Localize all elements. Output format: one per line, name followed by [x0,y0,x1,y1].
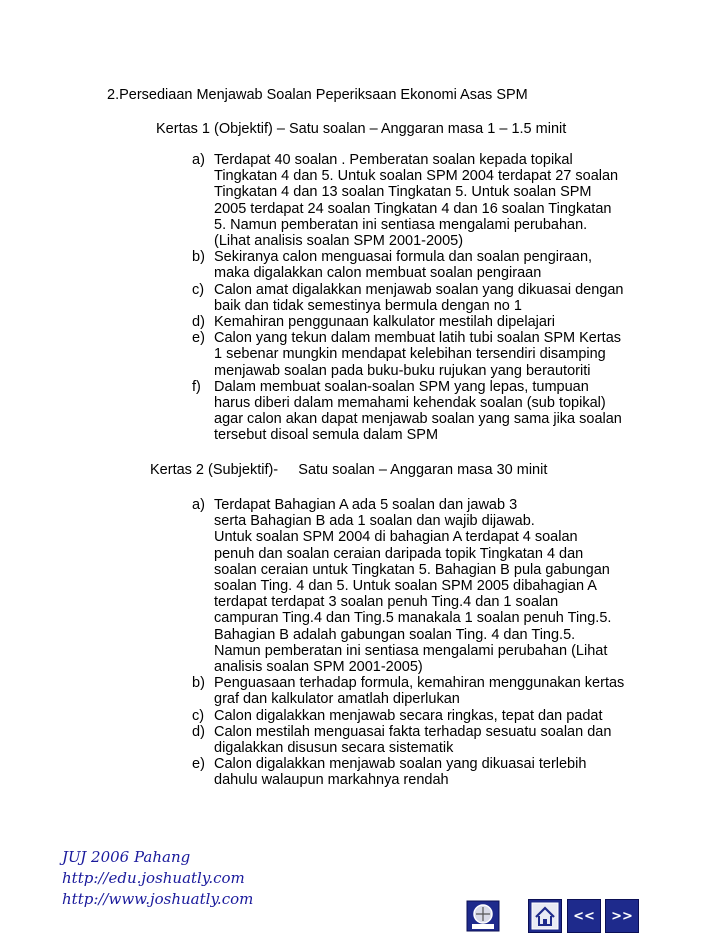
kertas2-title: Kertas 2 (Subjektif)- Satu soalan – Anggaran masa 30 minit [150,462,548,478]
list-line: Terdapat 40 soalan . Pemberatan soalan kepada topikal [214,152,573,168]
kertas1-title: Kertas 1 (Objektif) – Satu soalan – Anggaran masa 1 – 1.5 minit [156,121,567,137]
list-line: Calon digalakkan menjawab soalan yang dikuasai terlebih [214,756,587,773]
list-line: Bahagian B adalah gabungan soalan Ting. 4 dan Ting.5. [214,626,576,643]
list-line: Dalam membuat soalan-soalan SPM yang lepas, tumpuan [214,378,589,395]
list-line: baik dan tidak semestinya bermula dengan no 1 [214,297,522,314]
list-line: graf dan kalkulator amatlah diperlukan [214,691,460,708]
list-line: Tingkatan 4 dan 13 soalan Tingkatan 5. Untuk soalan SPM [214,184,592,201]
list-item [192,756,632,788]
previous-button[interactable]: << [567,899,601,933]
list-item [192,330,632,379]
footer-link[interactable]: http://edu.joshuatly.com [62,869,245,887]
list-line: campuran Ting.4 dan Ting.5 manakala 1 soalan penuh Ting.5. [214,610,612,627]
list-marker: e) [192,330,205,347]
list-line: Tingkatan 4 dan 5. Untuk soalan SPM 2004 terdapat 27 soalan [214,168,619,185]
list-marker: e) [192,756,205,773]
list-marker: c) [192,707,205,724]
list-line: Namun pemberatan ini sentiasa mengalami perubahan (Lihat [214,642,608,659]
list-marker: d) [192,314,205,331]
list-marker: a) [192,152,205,168]
list-line: digalakkan disusun secara sistematik [214,740,454,757]
list-marker: f) [192,378,201,395]
list-line: Terdapat Bahagian A ada 5 soalan dan jawab 3 [214,497,518,513]
list-line: Kemahiran penggunaan kalkulator mestilah dipelajari [214,314,555,331]
list-line: maka digalakkan calon membuat soalan pengiraan [214,265,542,282]
footer [62,847,253,910]
list-line: analisis soalan SPM 2001-2005) [214,659,423,676]
list-line: 5. Namun pemberatan ini sentiasa mengalami perubahan. [214,216,588,233]
list-line: Calon amat digalakkan menjawab soalan yang dikuasai dengan [214,281,624,298]
list-line: tersebut disoal semula dalam SPM [214,427,439,444]
list-line: 2005 terdapat 24 soalan Tingkatan 4 dan 16 soalan Tingkatan [214,200,612,217]
kertas2-list [192,497,632,789]
list-item [192,152,632,249]
list-item [192,675,632,707]
home-icon [531,902,559,930]
list-line: Untuk soalan SPM 2004 di bahagian A terdapat 4 soalan [214,529,578,546]
list-line: 1 sebenar mungkin mendapat kelebihan tersendiri disamping [214,346,606,363]
list-line: (Lihat analisis soalan SPM 2001-2005) [214,233,464,250]
list-line: Calon yang tekun dalam membuat latih tubi soalan SPM Kertas [214,330,622,347]
list-item [192,708,632,724]
list-line: soalan ceraian untuk Tingkatan 5. Bahagian B pula gabungan [214,561,610,578]
list-line: Calon mestilah menguasai fakta terhadap sesuatu soalan dan [214,723,612,740]
footer-line: JUJ 2006 Pahang [62,848,191,866]
list-line: agar calon akan dapat menjawab soalan yang sama jika soalan [214,411,622,428]
list-line: harus diberi dalam memahami kehendak soalan (sub topikal) [214,395,606,412]
list-marker: c) [192,281,205,298]
kertas1-list [192,152,632,444]
page-heading: 2.Persediaan Menjawab Soalan Peperiksaan Ekonomi Asas SPM [107,87,528,103]
list-marker: b) [192,249,205,266]
list-marker: a) [192,497,205,513]
list-line: dahulu walaupun markahnya rendah [214,772,449,789]
print-button[interactable] [466,900,500,932]
list-line: Calon digalakkan menjawab secara ringkas, tepat dan padat [214,707,603,724]
list-line: soalan Ting. 4 dan 5. Untuk soalan SPM 2005 dibahagian A [214,578,597,595]
list-item [192,282,632,314]
list-item [192,497,632,675]
list-line: menjawab soalan pada buku-buku rujukan yang berautoriti [214,362,591,379]
list-line: serta Bahagian B ada 1 soalan dan wajib dijawab. [214,513,535,530]
list-item [192,379,632,444]
list-marker: b) [192,675,205,692]
print-icon [466,900,500,932]
list-line: terdapat terdapat 3 soalan penuh Ting.4 dan 1 soalan [214,594,559,611]
list-item [192,724,632,756]
list-item [192,314,632,330]
list-line: Sekiranya calon menguasai formula dan soalan pengiraan, [214,249,593,266]
list-item [192,249,632,281]
list-marker: d) [192,723,205,740]
next-button[interactable]: >> [605,899,639,933]
list-line: Penguasaan terhadap formula, kemahiran menggunakan kertas [214,675,625,692]
list-line: penuh dan soalan ceraian daripada topik Tingkatan 4 dan [214,545,584,562]
footer-link[interactable]: http://www.joshuatly.com [62,890,254,908]
home-button[interactable] [528,899,562,933]
